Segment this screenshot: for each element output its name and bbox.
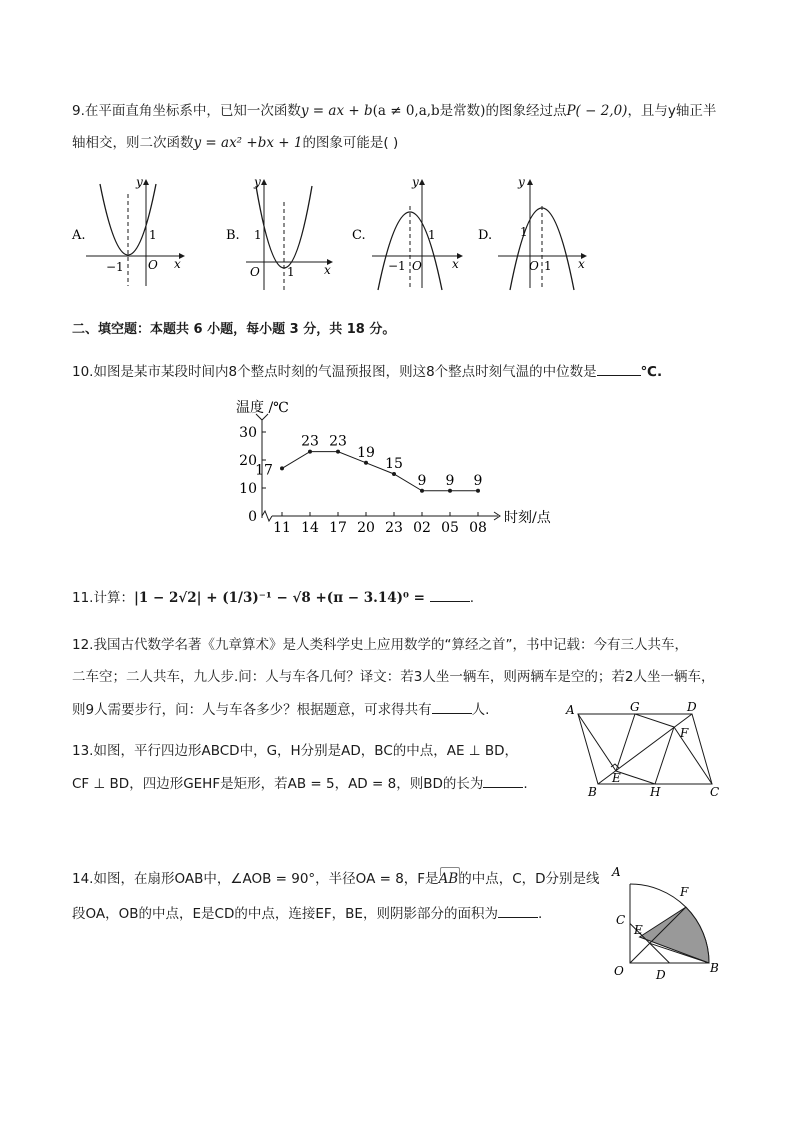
axis-of-symmetry-label: −1 (388, 259, 406, 273)
x-tick-label: 17 (329, 520, 347, 536)
y-axis-label: y (412, 175, 419, 189)
section-heading: 二、填空题：本题共 6 小题，每小题 3 分，共 18 分。 (72, 322, 396, 337)
q11-number: 11. (72, 590, 94, 606)
label-b: B (710, 961, 719, 975)
q9-text: 的图象经过点 (485, 103, 567, 119)
axis-of-symmetry-label: 1 (544, 259, 552, 273)
q9-line1 (72, 102, 716, 120)
label-c: C (616, 913, 626, 927)
q13-line2 (72, 774, 528, 793)
q10-unit: ℃. (640, 364, 663, 380)
q14-line2 (72, 904, 542, 923)
label-f: F (680, 726, 689, 740)
label-d: D (687, 700, 697, 714)
option-b-graph[interactable] (226, 175, 332, 290)
label-d: D (656, 968, 666, 982)
q14-text: 段OA，OB的中点，E是CD的中点，连接EF，BE，则阴影部分的面积为 (72, 906, 498, 922)
option-c-letter: C. (352, 228, 366, 243)
q14-answer-blank[interactable] (498, 904, 538, 918)
q10-line (72, 362, 662, 381)
arc-label: AB (438, 871, 459, 887)
q12-line3 (72, 700, 489, 719)
q11-expression: |1 − 2√2| + (1/3)⁻¹ − √8 +(π − 3.14)⁰ = (133, 590, 430, 606)
data-label: 9 (445, 472, 455, 489)
x-tick-label: 05 (441, 520, 459, 536)
q9-answer-bracket: 的图象可能是( ) (302, 135, 399, 151)
chart-axis-break (262, 511, 272, 521)
x-tick-label: 02 (413, 520, 431, 536)
label-h: H (650, 785, 661, 799)
q14-arc-ab (439, 871, 459, 887)
label-e: E (634, 923, 643, 937)
data-label: 9 (417, 472, 427, 489)
q14-text: 的中点，C，D分别是线 (458, 871, 600, 887)
q14-end: . (537, 906, 543, 922)
x-tick-label: 23 (385, 520, 403, 536)
q9-text: ，且与y轴正半 (627, 103, 717, 119)
q9-number: 9. (72, 103, 85, 119)
data-point (476, 489, 480, 493)
origin-label: O (529, 259, 539, 273)
label-a: A (566, 703, 575, 717)
data-point (392, 472, 396, 476)
option-a-letter: A. (72, 228, 86, 243)
q14-text: 如图，在扇形OAB中，∠AOB = 90°，半径OA = 8，F是 (93, 871, 439, 887)
option-a-graph[interactable] (71, 175, 184, 286)
x-tick-label: 14 (301, 520, 319, 536)
q11-text: 计算： (93, 590, 134, 606)
x-axis-label: x (452, 257, 459, 271)
y-tick-label: 30 (239, 425, 257, 441)
q10-number: 10. (72, 364, 94, 380)
q11-answer-blank[interactable] (430, 588, 470, 602)
label-c: C (710, 785, 720, 799)
axis-of-symmetry-label: −1 (106, 260, 124, 274)
label-a: A (612, 865, 621, 879)
data-label: 17 (255, 462, 273, 479)
label-o: O (614, 964, 624, 978)
x-tick-label: 08 (469, 520, 487, 536)
option-b-letter: B. (226, 228, 240, 243)
data-label: 23 (329, 433, 347, 450)
origin-label: O (250, 265, 260, 279)
y-axis-label: y (254, 175, 261, 189)
q9-text: 轴相交，则二次函数 (72, 135, 194, 151)
x-tick-label: 20 (357, 520, 375, 536)
option-d-graph[interactable] (478, 175, 586, 290)
q13-number: 13. (72, 743, 94, 759)
q13-text: 如图，平行四边形ABCD中，G，H分别是AD，BC的中点，AE ⊥ BD， (93, 743, 519, 759)
y-intercept-label: 1 (520, 225, 528, 239)
arc-symbol (440, 867, 460, 876)
axis-of-symmetry-label: 1 (287, 265, 295, 279)
shaded-region (640, 907, 710, 963)
q9-line2 (72, 134, 398, 152)
q9-option-graphs (66, 172, 596, 294)
origin-label: O (148, 258, 158, 272)
q11-line (72, 588, 474, 607)
q13-text: CF ⊥ BD，四边形GEHF是矩形，若AB = 5，AD = 8，则BD的长为 (72, 776, 484, 792)
label-g: G (630, 700, 640, 714)
data-label: 19 (357, 444, 375, 461)
option-c-graph[interactable] (352, 175, 462, 290)
q9-linear-function: y = ax + b (300, 103, 373, 119)
chart-ylabel: 温度 /℃ (236, 400, 289, 416)
q13-answer-blank[interactable] (483, 774, 523, 788)
y-intercept-label: 1 (149, 228, 157, 242)
y-axis-label: y (518, 175, 525, 189)
label-f: F (680, 885, 689, 899)
label-b: B (588, 785, 597, 799)
data-label: 15 (385, 456, 403, 472)
data-point (420, 489, 424, 493)
q9-point: P( − 2,0) (566, 103, 628, 119)
y-intercept-label: 1 (254, 228, 262, 242)
x-axis-label: x (174, 257, 181, 271)
q10-answer-blank[interactable] (597, 362, 641, 376)
q11-end: . (469, 590, 474, 606)
q13-line1 (72, 742, 518, 760)
q12-number: 12. (72, 637, 94, 653)
data-point (364, 461, 368, 465)
q9-quadratic-function: y = ax² +bx + 1 (193, 135, 303, 151)
y-tick-label: 20 (239, 453, 257, 469)
q12-line2: 二车空；二人共车，九人步.问：人与车各几何？译文：若3人坐一辆车，则两辆车是空的；若2人坐一辆车， (72, 669, 715, 685)
q9-condition: (a ≠ 0,a,b是常数) (372, 103, 486, 119)
data-label: 23 (301, 433, 319, 450)
sector-figure (592, 858, 732, 988)
q14-number: 14. (72, 871, 94, 887)
chart-xlabel: 时刻/点 (504, 510, 551, 526)
y-tick-label: 0 (248, 509, 257, 525)
x-tick-label: 11 (273, 520, 291, 536)
option-d-letter: D. (478, 228, 493, 243)
q12-line1: 12.我国古代数学名著《九章算术》是人类科学史上应用数学的“算经之首”，书中记载：今有三人共车， (72, 637, 688, 653)
data-point (336, 450, 340, 454)
q10-text: 如图是某市某段时间内8个整点时刻的气温预报图，则这8个整点时刻气温的中位数是 (93, 364, 597, 380)
label-e: E (612, 771, 621, 785)
data-point (280, 466, 284, 470)
parallelogram-figure (560, 700, 730, 800)
x-axis-label: x (578, 257, 585, 271)
y-intercept-label: 1 (428, 228, 436, 242)
q12-end: 人. (471, 702, 490, 718)
x-axis-label: x (324, 263, 331, 277)
segment-ae (578, 714, 616, 771)
data-label: 9 (473, 472, 483, 489)
y-tick-label: 10 (239, 481, 257, 497)
origin-label: O (412, 259, 422, 273)
data-point (448, 489, 452, 493)
y-axis-label: y (136, 175, 143, 189)
q9-text: 在平面直角坐标系中，已知一次函数 (84, 103, 301, 119)
q12-text: 则9人需要步行，问：人与车各多少？根据题意，可求得共有 (72, 702, 432, 718)
q14-line1 (72, 870, 600, 888)
q13-end: . (523, 776, 528, 792)
temperature-chart (232, 392, 592, 542)
data-point (308, 450, 312, 454)
q12-answer-blank[interactable] (432, 700, 472, 714)
